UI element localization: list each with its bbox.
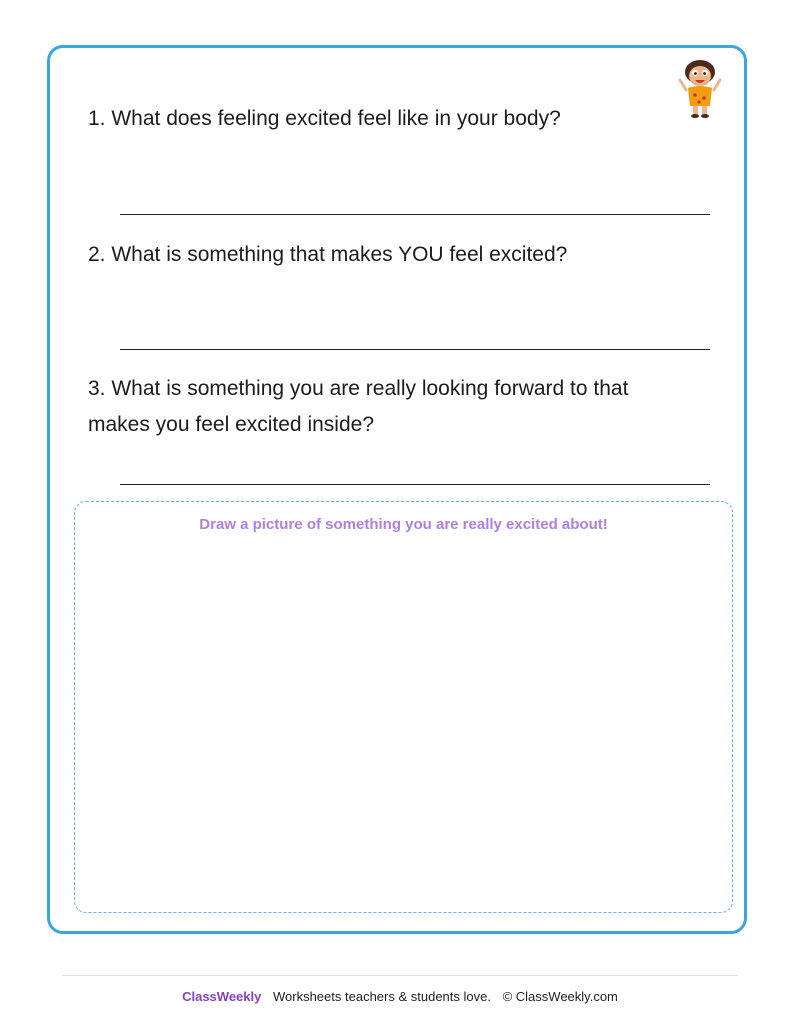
worksheet-card [47,45,747,934]
drawing-area[interactable] [74,501,733,913]
footer-divider [62,975,738,976]
drawing-prompt: Draw a picture of something you are really excited about! [199,516,608,533]
question-2: 2. What is something that makes YOU feel excited? [88,243,568,266]
answer-line-3[interactable] [120,484,710,485]
footer [0,989,800,1004]
footer-tagline: Worksheets teachers & students love. [272,989,491,1004]
answer-line-2[interactable] [120,349,710,350]
footer-copyright: © ClassWeekly.com [502,989,618,1004]
answer-line-1[interactable] [120,214,710,215]
question-3: 3. What is something you are really looking forward to that makes you feel excited inside? [88,377,629,436]
footer-brand: ClassWeekly [182,989,262,1004]
question-1: 1. What does feeling excited feel like in your body? [88,107,561,130]
